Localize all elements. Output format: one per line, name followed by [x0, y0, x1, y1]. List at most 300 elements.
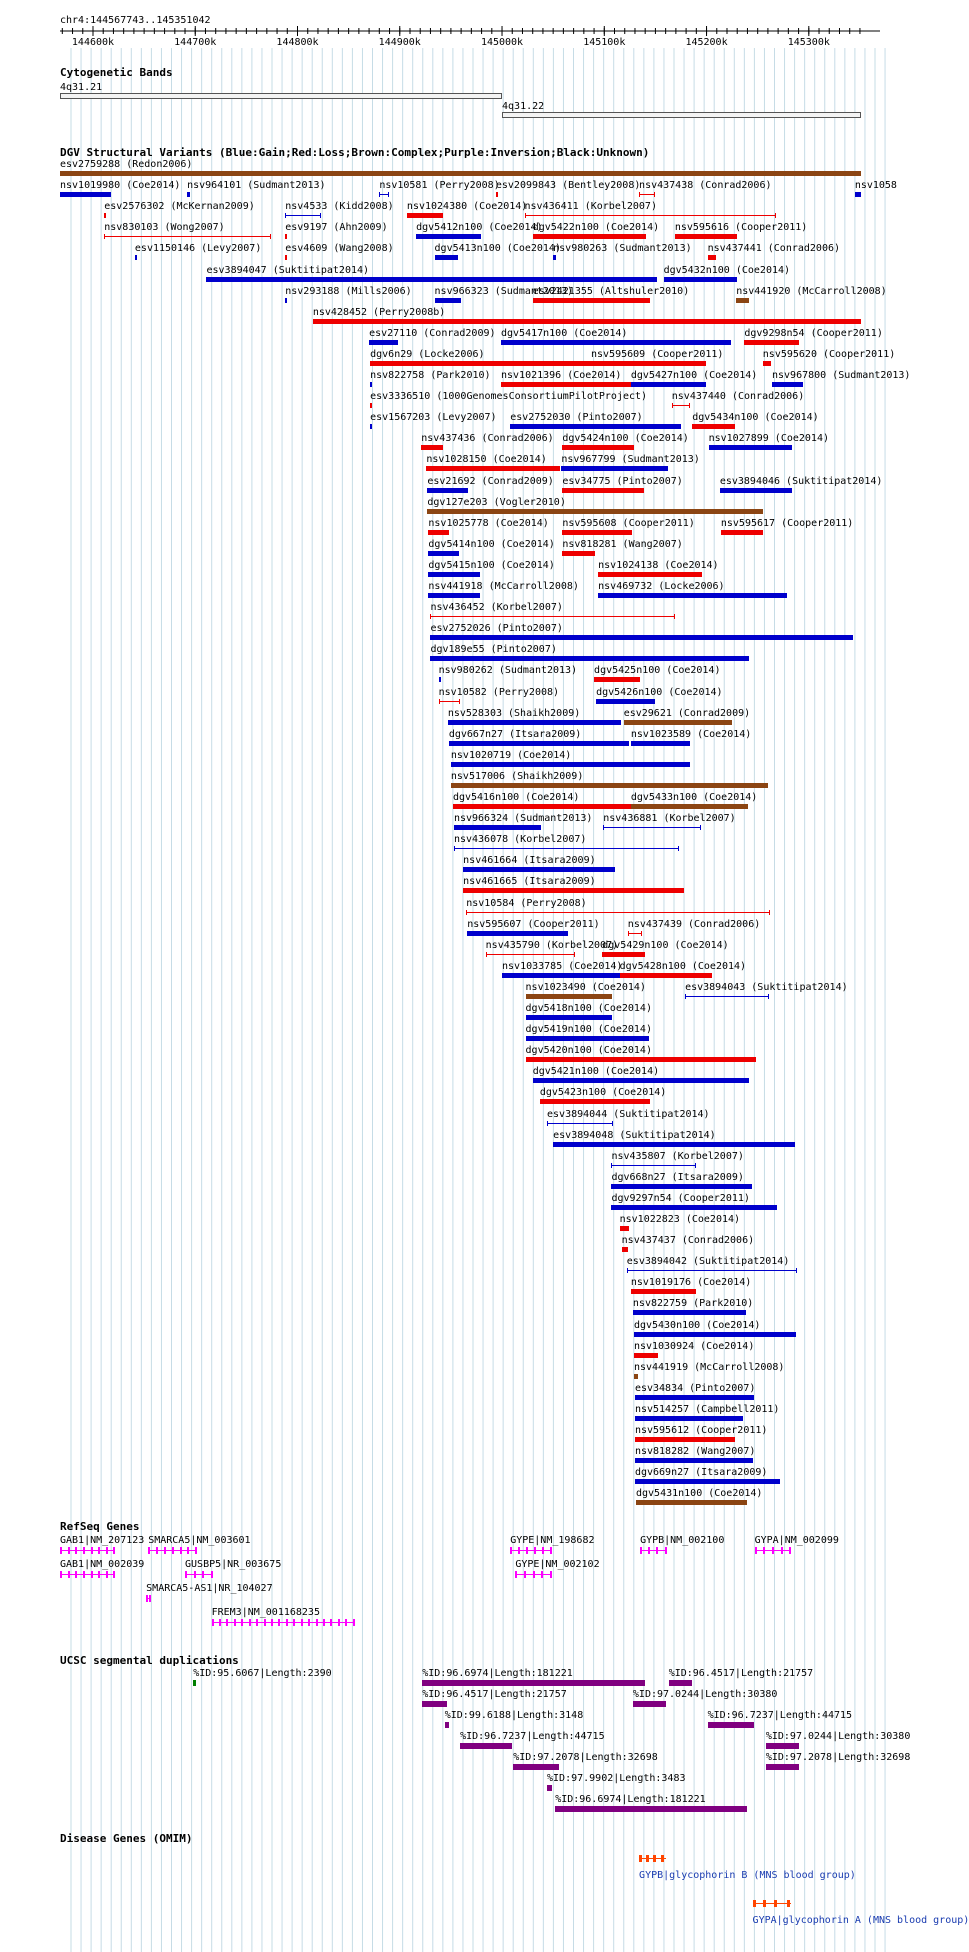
sv-nsv595609[interactable]: [591, 361, 706, 366]
sv-nsv595612[interactable]: [635, 1437, 735, 1442]
gene-exon: [278, 1619, 280, 1626]
sv-end-cap: [379, 192, 380, 197]
sv-label[interactable]: dgv6n29 (Locke2006): [370, 348, 485, 360]
sv-label[interactable]: esv3894043 (Suktitipat2014): [685, 981, 848, 993]
sv-nsv428452[interactable]: [313, 319, 861, 324]
sv-dgv5420n100[interactable]: [526, 1057, 756, 1062]
sv-label[interactable]: nsv10582 (Perry2008): [438, 686, 560, 698]
sv-nsv830103[interactable]: [104, 236, 271, 237]
sv-dgv5422n100[interactable]: [533, 234, 647, 239]
sv-label[interactable]: esv9197 (Ahn2009): [285, 222, 388, 234]
sv-label[interactable]: esv34834 (Pinto2007): [634, 1382, 756, 1394]
sv-label[interactable]: esv27110 (Conrad2009): [369, 327, 496, 339]
sv-nsv1019176[interactable]: [631, 1289, 696, 1294]
sv-label[interactable]: nsv822759 (Park2010): [632, 1298, 754, 1310]
sv-label[interactable]: nsv595612 (Cooper2011): [634, 1425, 768, 1436]
sv-nsv1019980[interactable]: [60, 192, 111, 197]
sv-label[interactable]: nsv436411 (Korbel2007): [524, 201, 657, 213]
sv-label[interactable]: esv2099843 (Bentley2008): [495, 180, 641, 192]
sv-label[interactable]: nsv595609 (Cooper2011): [590, 348, 724, 360]
sv-nsv528303[interactable]: [448, 720, 621, 725]
sv-label[interactable]: esv1150146 (Levy2007): [134, 243, 262, 255]
sv-label[interactable]: nsv435790 (Korbel2007): [485, 939, 619, 951]
sv-dgv5416n100[interactable]: [453, 804, 631, 809]
sv-nsv822758[interactable]: [370, 382, 372, 387]
sv-label[interactable]: dgv669n27 (Itsara2009): [634, 1467, 768, 1479]
sv-label[interactable]: dgv5422n100 (Coe2014): [532, 222, 660, 234]
sv-nsv436452[interactable]: [430, 616, 674, 617]
sv-label[interactable]: esv2752026 (Pinto2007): [430, 623, 563, 635]
sv-nsv595620[interactable]: [763, 361, 771, 366]
sv-label[interactable]: dgv5431n100 (Coe2014): [635, 1488, 763, 1500]
sv-label[interactable]: nsv435807 (Korbel2007): [611, 1150, 744, 1162]
gene-exon: [534, 1547, 536, 1554]
segdup-block[interactable]: [708, 1722, 754, 1728]
sv-label[interactable]: nsv1019176 (Coe2014): [630, 1277, 752, 1289]
sv-label[interactable]: nsv528303 (Shaikh2009): [447, 707, 581, 719]
gene-gype[interactable]: [510, 1550, 552, 1551]
sv-label[interactable]: nsv436078 (Korbel2007): [453, 834, 587, 846]
sv-label[interactable]: nsv469732 (Locke2006): [598, 581, 725, 592]
sv-esv1567203[interactable]: [370, 424, 372, 429]
sv-label[interactable]: nsv437441 (Conrad2006): [707, 243, 841, 255]
segdup-label[interactable]: %ID:96.7237|Length:44715: [460, 1731, 605, 1742]
sv-label[interactable]: nsv437440 (Conrad2006): [671, 391, 805, 403]
gene-gusbp5[interactable]: [185, 1574, 213, 1575]
sv-dgv5431n100[interactable]: [636, 1500, 747, 1505]
omim-label[interactable]: GYPA|glycophorin A (MNS blood group): [752, 1915, 969, 1926]
sv-nsv1023589[interactable]: [631, 741, 690, 746]
sv-nsv964101[interactable]: [187, 192, 190, 197]
sv-label[interactable]: nsv1058: [854, 180, 897, 192]
sv-nsv1025778[interactable]: [428, 530, 448, 535]
sv-dgv5413n100[interactable]: [435, 255, 459, 260]
sv-label[interactable]: dgv667n27 (Itsara2009): [448, 728, 582, 740]
sv-label[interactable]: nsv1025778 (Coe2014): [428, 517, 549, 529]
sv-label[interactable]: nsv1028150 (Coe2014): [426, 454, 547, 466]
cytoband-4q31-21[interactable]: [60, 93, 502, 99]
sv-esv3336510[interactable]: [370, 403, 372, 408]
sv-nsv595617[interactable]: [721, 530, 763, 535]
sv-label[interactable]: dgv127e203 (Vogler2010): [427, 496, 566, 508]
sv-nsv469732[interactable]: [598, 593, 787, 598]
sv-label[interactable]: dgv5415n100 (Coe2014): [428, 559, 555, 571]
sv-label[interactable]: nsv595608 (Cooper2011): [562, 517, 695, 529]
sv-nsv293188[interactable]: [285, 298, 287, 303]
sv-esv2752030[interactable]: [510, 424, 681, 429]
sv-nsv1028150[interactable]: [426, 466, 560, 471]
sv-label[interactable]: dgv9297n54 (Cooper2011): [611, 1192, 750, 1204]
sv-label[interactable]: esv3894046 (Suktitipat2014): [719, 475, 883, 487]
sv-esv3894046[interactable]: [720, 488, 793, 493]
sv-label[interactable]: nsv818281 (Wang2007): [562, 538, 683, 550]
sv-end-cap: [674, 614, 675, 619]
sv-dgv5426n100[interactable]: [596, 699, 655, 704]
sv-label[interactable]: esv4609 (Wang2008): [285, 243, 394, 255]
sv-dgv5414n100[interactable]: [428, 551, 459, 556]
segdup-block[interactable]: [422, 1701, 447, 1707]
gene-exon: [106, 1571, 108, 1578]
sv-nsv437441[interactable]: [708, 255, 716, 260]
sv-nsv818281[interactable]: [562, 551, 595, 556]
sv-esv21692[interactable]: [427, 488, 468, 493]
omim-gene-gypa[interactable]: [753, 1903, 792, 1904]
sv-nsv1024138[interactable]: [598, 572, 702, 577]
sv-label[interactable]: nsv830103 (Wong2007): [104, 222, 225, 234]
sv-nsv437436[interactable]: [421, 445, 442, 450]
sv-nsv966323[interactable]: [435, 298, 462, 303]
sv-label[interactable]: nsv1020719 (Coe2014): [450, 749, 572, 761]
sv-nsv967799[interactable]: [561, 466, 667, 471]
sv-dgv5429n100[interactable]: [602, 952, 645, 957]
gene-label[interactable]: GYPA|NM_002099: [754, 1535, 839, 1546]
gene-exon: [763, 1547, 765, 1554]
sv-label[interactable]: esv3336510 (1000GenomesConsortiumPilotProject): [370, 391, 648, 403]
sv-dgv5427n100[interactable]: [631, 382, 706, 387]
sv-nsv980262[interactable]: [439, 677, 442, 682]
sv-dgv5430n100[interactable]: [634, 1332, 796, 1337]
sv-label[interactable]: nsv595607 (Cooper2011): [467, 918, 600, 930]
sv-label[interactable]: nsv10584 (Perry2008): [466, 897, 587, 909]
sv-label[interactable]: nsv514257 (Campbell2011): [634, 1403, 780, 1415]
gene-exon: [185, 1571, 187, 1578]
sv-esv2752026[interactable]: [430, 635, 852, 640]
track-title-dgv[interactable]: DGV Structural Variants (Blue:Gain;Red:Loss;Brown:Complex;Purple:Inversion;Black:Unknown): [60, 146, 650, 159]
sv-label[interactable]: nsv293188 (Mills2006): [285, 285, 412, 297]
sv-label[interactable]: nsv1024138 (Coe2014): [598, 559, 719, 571]
sv-esv1150146[interactable]: [135, 255, 137, 260]
sv-label[interactable]: esv2759288 (Redon2006): [60, 159, 193, 170]
segdup-label[interactable]: %ID:97.2078|Length:32698: [765, 1752, 911, 1763]
sv-nsv437439[interactable]: [628, 933, 642, 934]
gene-exon: [656, 1547, 658, 1554]
sv-label[interactable]: nsv967800 (Sudmant2013): [771, 370, 911, 381]
sv-label[interactable]: nsv966324 (Sudmant2013): [453, 813, 593, 825]
sv-dgv5418n100[interactable]: [526, 1015, 613, 1020]
sv-nsv1033785[interactable]: [502, 973, 620, 978]
segdup-label[interactable]: %ID:96.4517|Length:21757: [668, 1668, 814, 1679]
sv-nsv437440[interactable]: [672, 405, 690, 406]
sv-label[interactable]: nsv980263 (Sudmant2013): [553, 243, 692, 255]
sv-nsv436881[interactable]: [603, 827, 701, 828]
sv-label[interactable]: nsv437439 (Conrad2006): [627, 918, 761, 930]
sv-nsv967800[interactable]: [772, 382, 803, 387]
sv-label[interactable]: esv21692 (Conrad2009): [427, 475, 554, 487]
sv-dgv5433n100[interactable]: [631, 804, 749, 809]
sv-label[interactable]: dgv5419n100 (Coe2014): [525, 1024, 652, 1036]
sv-dgv5428n100[interactable]: [620, 973, 712, 978]
sv-nsv1058[interactable]: [855, 192, 861, 197]
segdup-block[interactable]: [422, 1680, 645, 1686]
sv-label[interactable]: nsv595617 (Cooper2011): [720, 517, 854, 529]
sv-label[interactable]: nsv4533 (Kidd2008): [285, 201, 394, 213]
segdup-block[interactable]: [547, 1785, 552, 1791]
sv-label[interactable]: nsv428452 (Perry2008b): [312, 306, 446, 318]
sv-nsv595616[interactable]: [675, 234, 737, 239]
gene-label[interactable]: GAB1|NM_207123: [60, 1535, 145, 1546]
sv-nsv441920[interactable]: [736, 298, 749, 303]
cytoband-label[interactable]: 4q31.22: [502, 101, 545, 112]
sv-label[interactable]: dgv5412n100 (Coe2014): [416, 222, 543, 234]
sv-label[interactable]: nsv818282 (Wang2007): [634, 1446, 756, 1458]
sv-label[interactable]: dgv5420n100 (Coe2014): [525, 1045, 652, 1057]
sv-label[interactable]: esv2421355 (Altshuler2010): [532, 285, 690, 297]
sv-dgv5421n100[interactable]: [533, 1078, 750, 1083]
sv-nsv437438[interactable]: [639, 194, 655, 195]
sv-esv3894042[interactable]: [627, 1270, 797, 1271]
sv-nsv436411[interactable]: [525, 215, 777, 216]
segdup-block[interactable]: [766, 1764, 799, 1770]
sv-dgv6n29[interactable]: [370, 361, 625, 366]
sv-label[interactable]: dgv5434n100 (Coe2014): [692, 412, 819, 424]
sv-nsv517006[interactable]: [451, 783, 768, 788]
sv-label[interactable]: nsv595620 (Cooper2011): [762, 348, 896, 360]
sv-nsv441919[interactable]: [634, 1374, 638, 1379]
sv-label[interactable]: nsv1022823 (Coe2014): [619, 1214, 741, 1225]
sv-nsv461665[interactable]: [463, 888, 684, 893]
segdup-block[interactable]: [633, 1701, 666, 1707]
sv-label[interactable]: esv1567203 (Levy2007): [370, 412, 497, 424]
sv-esv4609[interactable]: [285, 255, 287, 260]
sv-nsv966324[interactable]: [454, 825, 541, 830]
gene-label[interactable]: SMARCA5-AS1|NR_104027: [146, 1583, 273, 1594]
sv-esv29621[interactable]: [624, 720, 732, 725]
segdup-label[interactable]: %ID:96.7237|Length:44715: [707, 1710, 853, 1721]
sv-label[interactable]: esv3894042 (Suktitipat2014): [626, 1256, 790, 1268]
sv-nsv595608[interactable]: [562, 530, 632, 535]
sv-label[interactable]: dgv5414n100 (Coe2014): [428, 538, 555, 550]
gene-label[interactable]: GAB1|NM_002039: [60, 1559, 145, 1570]
segdup-label[interactable]: %ID:96.6974|Length:181221: [422, 1668, 573, 1679]
sv-label[interactable]: nsv1021396 (Coe2014): [501, 370, 622, 381]
sv-dgv5412n100[interactable]: [416, 234, 480, 239]
segdup-block[interactable]: [460, 1743, 512, 1749]
sv-esv2759288[interactable]: [60, 171, 861, 176]
segdup-block[interactable]: [766, 1743, 799, 1749]
sv-label[interactable]: dgv5418n100 (Coe2014): [525, 1003, 652, 1014]
sv-nsv980263[interactable]: [553, 255, 556, 260]
cytoband-label[interactable]: 4q31.21: [60, 82, 103, 93]
gene-exon: [526, 1547, 528, 1554]
sv-label[interactable]: nsv437437 (Conrad2006): [621, 1235, 755, 1247]
segdup-block[interactable]: [555, 1806, 747, 1812]
sv-nsv461664[interactable]: [463, 867, 614, 872]
sv-label[interactable]: nsv441920 (McCarroll2008): [736, 285, 887, 297]
gene-label[interactable]: GYPE|NM_198682: [510, 1535, 595, 1546]
sv-end-cap: [612, 1121, 613, 1126]
sv-label[interactable]: dgv5426n100 (Coe2014): [596, 686, 723, 698]
sv-label[interactable]: nsv966323 (Sudmant2013): [434, 285, 574, 297]
sv-nsv436078[interactable]: [454, 848, 679, 849]
segdup-label[interactable]: %ID:95.6067|Length:2390: [193, 1668, 332, 1679]
sv-esv2576302[interactable]: [104, 213, 106, 218]
sv-label[interactable]: dgv189e55 (Pinto2007): [430, 644, 557, 656]
segdup-label[interactable]: %ID:96.6974|Length:181221: [555, 1794, 706, 1805]
omim-exon: [646, 1855, 649, 1862]
sv-nsv435790[interactable]: [486, 954, 575, 955]
sv-dgv5424n100[interactable]: [562, 445, 634, 450]
sv-dgv5417n100[interactable]: [501, 340, 731, 345]
sv-label[interactable]: nsv461664 (Itsara2009): [463, 855, 596, 867]
sv-dgv9297n54[interactable]: [611, 1205, 777, 1210]
sv-label[interactable]: nsv441918 (McCarroll2008): [428, 581, 579, 592]
segdup-label[interactable]: %ID:99.6188|Length:3148: [444, 1710, 584, 1721]
sv-label[interactable]: dgv5433n100 (Coe2014): [630, 792, 758, 803]
track-title-segdup[interactable]: UCSC segmental duplications: [60, 1654, 239, 1667]
sv-label[interactable]: nsv595616 (Cooper2011): [674, 222, 808, 234]
sv-dgv668n27[interactable]: [611, 1184, 751, 1189]
track-title-omim[interactable]: Disease Genes (OMIM): [60, 1832, 193, 1845]
sv-esv2421355[interactable]: [533, 298, 651, 303]
sv-label[interactable]: dgv5417n100 (Coe2014): [501, 327, 628, 339]
sv-label[interactable]: esv2752030 (Pinto2007): [510, 412, 643, 424]
sv-label[interactable]: dgv5416n100 (Coe2014): [452, 792, 580, 803]
sv-dgv5434n100[interactable]: [692, 424, 735, 429]
sv-dgv9298n54[interactable]: [744, 340, 798, 345]
sv-nsv1024380[interactable]: [407, 213, 443, 218]
sv-nsv4533[interactable]: [285, 215, 321, 216]
sv-nsv1022823[interactable]: [620, 1226, 629, 1231]
segdup-label[interactable]: %ID:97.9902|Length:3483: [547, 1773, 686, 1784]
sv-label[interactable]: dgv5421n100 (Coe2014): [532, 1066, 660, 1078]
sv-label[interactable]: nsv1023589 (Coe2014): [630, 728, 752, 740]
sv-nsv435807[interactable]: [611, 1165, 696, 1166]
track-title-refseq[interactable]: RefSeq Genes: [60, 1520, 140, 1533]
sv-label[interactable]: nsv441919 (McCarroll2008): [633, 1361, 785, 1373]
sv-label[interactable]: nsv1033785 (Coe2014): [502, 960, 623, 972]
sv-label[interactable]: esv3894048 (Suktitipat2014): [553, 1129, 716, 1141]
sv-dgv5415n100[interactable]: [428, 572, 479, 577]
sv-label[interactable]: esv34775 (Pinto2007): [562, 475, 683, 487]
sv-nsv1027899[interactable]: [709, 445, 793, 450]
ruler-tick-label: 144900k: [378, 37, 421, 48]
gene-label[interactable]: SMARCA5|NM_003601: [148, 1535, 251, 1546]
sv-dgv669n27[interactable]: [635, 1479, 780, 1484]
sv-dgv5423n100[interactable]: [540, 1099, 650, 1104]
sv-label[interactable]: nsv822758 (Park2010): [370, 370, 491, 381]
sv-label[interactable]: nsv10581 (Perry2008): [379, 180, 500, 192]
sv-nsv818282[interactable]: [635, 1458, 753, 1463]
sv-nsv514257[interactable]: [635, 1416, 743, 1421]
gene-label[interactable]: FREM3|NM_001168235: [211, 1607, 320, 1618]
sv-dgv5432n100[interactable]: [664, 277, 738, 282]
sv-dgv667n27[interactable]: [449, 741, 629, 746]
sv-label[interactable]: nsv964101 (Sudmant2013): [187, 180, 326, 192]
sv-esv3894044[interactable]: [547, 1123, 613, 1124]
sv-label[interactable]: esv29621 (Conrad2009): [623, 707, 751, 719]
sv-label[interactable]: dgv9298n54 (Cooper2011): [744, 327, 883, 339]
segdup-label[interactable]: %ID:97.0244|Length:30380: [765, 1731, 911, 1742]
sv-label[interactable]: dgv5428n100 (Coe2014): [619, 960, 747, 972]
sv-end-cap: [466, 910, 467, 915]
sv-esv3894047[interactable]: [206, 277, 657, 282]
sv-nsv437437[interactable]: [622, 1247, 628, 1252]
sv-label[interactable]: nsv517006 (Shaikh2009): [450, 770, 584, 782]
sv-nsv441918[interactable]: [428, 593, 479, 598]
sv-label[interactable]: nsv436452 (Korbel2007): [430, 602, 563, 614]
sv-label[interactable]: esv3894047 (Suktitipat2014): [206, 264, 370, 276]
gene-exon: [148, 1547, 150, 1554]
sv-label[interactable]: dgv5430n100 (Coe2014): [633, 1319, 761, 1331]
sv-label[interactable]: nsv967799 (Sudmant2013): [561, 454, 700, 466]
sv-label[interactable]: nsv436881 (Korbel2007): [603, 813, 736, 825]
sv-label[interactable]: nsv1027899 (Coe2014): [708, 433, 829, 445]
sv-label[interactable]: nsv980262 (Sudmant2013): [438, 665, 578, 677]
sv-end-cap: [672, 403, 673, 408]
sv-label[interactable]: esv2576302 (McKernan2009): [104, 201, 255, 213]
sv-label[interactable]: dgv5427n100 (Coe2014): [630, 370, 758, 381]
cytoband-4q31-22[interactable]: [502, 112, 861, 118]
gene-exon: [156, 1547, 158, 1554]
sv-label[interactable]: nsv1023490 (Coe2014): [525, 981, 646, 993]
sv-label[interactable]: dgv5424n100 (Coe2014): [562, 433, 689, 445]
sv-nsv10582[interactable]: [439, 701, 460, 702]
segdup-label[interactable]: %ID:97.2078|Length:32698: [513, 1752, 658, 1763]
sv-esv34775[interactable]: [562, 488, 644, 493]
gene-exon: [533, 1571, 535, 1578]
sv-label[interactable]: esv3894044 (Suktitipat2014): [547, 1108, 710, 1120]
sv-dgv5419n100[interactable]: [526, 1036, 650, 1041]
segdup-block[interactable]: [669, 1680, 693, 1686]
sv-label[interactable]: dgv5413n100 (Coe2014): [434, 243, 561, 255]
sv-esv27110[interactable]: [369, 340, 398, 345]
sv-nsv1020719[interactable]: [451, 762, 690, 767]
sv-label[interactable]: nsv1024380 (Coe2014): [406, 201, 528, 213]
sv-nsv595607[interactable]: [467, 931, 568, 936]
gene-label[interactable]: GYPE|NM_002102: [515, 1559, 600, 1570]
sv-label[interactable]: dgv5425n100 (Coe2014): [594, 665, 721, 677]
sv-dgv127e203[interactable]: [427, 509, 762, 514]
sv-end-cap: [486, 952, 487, 957]
sv-dgv189e55[interactable]: [430, 656, 749, 661]
sv-label[interactable]: dgv668n27 (Itsara2009): [611, 1171, 744, 1183]
segdup-label[interactable]: %ID:96.4517|Length:21757: [422, 1689, 567, 1700]
sv-esv3894048[interactable]: [553, 1142, 795, 1147]
segdup-label[interactable]: %ID:97.0244|Length:30380: [632, 1689, 778, 1700]
sv-nsv822759[interactable]: [633, 1310, 747, 1315]
sv-dgv5425n100[interactable]: [594, 677, 640, 682]
gene-exon: [353, 1619, 355, 1626]
sv-nsv1030924[interactable]: [634, 1353, 659, 1358]
sv-esv9197[interactable]: [285, 234, 287, 239]
sv-label[interactable]: dgv5429n100 (Coe2014): [602, 939, 729, 951]
ruler-tick-label: 144600k: [71, 37, 115, 48]
sv-label[interactable]: nsv1030924 (Coe2014): [633, 1340, 755, 1352]
gene-label[interactable]: GYPB|NM_002100: [640, 1535, 725, 1546]
track-title-cytoband[interactable]: Cytogenetic Bands: [60, 66, 173, 79]
segdup-block[interactable]: [513, 1764, 559, 1770]
sv-nsv1023490[interactable]: [526, 994, 613, 999]
sv-label[interactable]: nsv461665 (Itsara2009): [463, 876, 596, 888]
gene-exon: [550, 1571, 552, 1578]
sv-label[interactable]: nsv1019980 (Coe2014): [60, 180, 181, 192]
sv-label[interactable]: dgv5423n100 (Coe2014): [539, 1087, 667, 1099]
sv-nsv10584[interactable]: [466, 912, 770, 913]
omim-label[interactable]: GYPB|glycophorin B (MNS blood group): [639, 1870, 856, 1881]
gene-gypb[interactable]: [640, 1550, 667, 1551]
gene-label[interactable]: GUSBP5|NR_003675: [185, 1559, 282, 1570]
sv-esv3894043[interactable]: [685, 996, 769, 997]
sv-esv2099843[interactable]: [496, 192, 498, 197]
sv-esv34834[interactable]: [635, 1395, 754, 1400]
sv-label[interactable]: nsv437436 (Conrad2006): [421, 433, 554, 445]
segdup-block[interactable]: [445, 1722, 449, 1728]
sv-label[interactable]: dgv5432n100 (Coe2014): [663, 264, 791, 276]
segdup-block[interactable]: [193, 1680, 196, 1686]
gene-exon: [194, 1571, 196, 1578]
sv-label[interactable]: nsv437438 (Conrad2006): [639, 180, 772, 192]
sv-end-cap: [796, 1268, 797, 1273]
